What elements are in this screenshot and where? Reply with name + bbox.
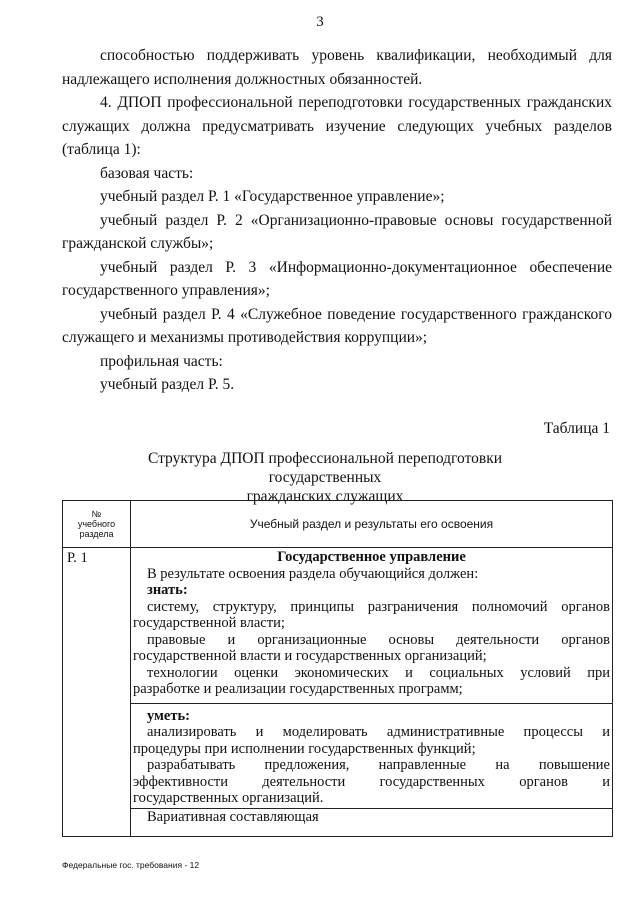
paragraph-line: надлежащего исполнения должностных обязанностей. [62, 70, 423, 88]
paragraph-line: 4. ДПОП профессиональной переподготовки государственных гражданских [100, 94, 612, 111]
paragraph-line: служащего и механизмы противодействия коррупции»; [62, 329, 428, 346]
header-num-line: № [91, 509, 102, 519]
can-line: государственных организаций. [133, 790, 324, 806]
section-intro: В результате освоения раздела обучающийся должен: [147, 565, 479, 582]
know-line: государственной власти; [133, 615, 285, 631]
know-line: систему, структуру, принципы разграничения полномочий органов [147, 598, 610, 615]
paragraph-line: служащих должна предусматривать изучение следующих учебных разделов [62, 117, 612, 135]
table-title-line: гражданских служащих [246, 488, 404, 505]
table-title-line: Структура ДПОП профессиональной переподготовки государственных [147, 450, 503, 486]
can-line: эффективности деятельности государственных органов и [133, 773, 610, 790]
variative-component: Вариативная составляющая [131, 808, 612, 824]
section-code: Р. 1 [63, 548, 131, 837]
can-line: процедуры при исполнении государственных функций; [133, 740, 476, 757]
table-header-row [63, 501, 613, 548]
paragraph-line: учебный раздел Р. 5. [100, 376, 235, 393]
table-row [63, 548, 613, 837]
header-section-number [63, 501, 131, 548]
paragraph-line: (таблица 1): [62, 141, 141, 158]
body-text [62, 44, 612, 397]
can-line: разрабатывать предложения, направленные на повышение [147, 757, 610, 773]
structure-table [62, 500, 613, 837]
section-title: Государственное управление [277, 549, 466, 565]
know-line: правовые и организационные основы деятельности органов [147, 631, 610, 648]
know-line: государственной власти и государственных организаций; [133, 648, 487, 664]
can-line: анализировать и моделировать административные процессы и [147, 724, 610, 740]
paragraph-line: государственного управления»; [62, 282, 270, 299]
paragraph-line: базовая часть: [100, 164, 194, 182]
paragraph-line: учебный раздел Р. 1 «Государственное управление»; [100, 188, 445, 205]
footer-note: Федеральные гос. требования - 12 [62, 860, 200, 870]
header-num-line: раздела [79, 529, 114, 539]
table-label: Таблица 1 [543, 420, 610, 437]
paragraph-line: учебный раздел Р. 2 «Организационно-правовые основы государственной [100, 211, 612, 229]
table-title [90, 449, 560, 506]
know-line: технологии оценки экономических и социальных условий при [147, 664, 610, 681]
know-line: разработке и реализации государственных программ; [133, 681, 463, 697]
header-num-line: учебного [77, 519, 116, 529]
paragraph-line: профильная часть: [100, 352, 223, 370]
page-number: 3 [316, 14, 324, 30]
know-label: знать: [147, 582, 188, 598]
paragraph-line: учебный раздел Р. 3 «Информационно-документационное обеспечение [100, 258, 612, 276]
header-section-title: Учебный раздел и результаты его освоения [131, 501, 613, 548]
paragraph-line: учебный раздел Р. 4 «Служебное поведение государственного гражданского [100, 305, 612, 323]
can-label: уметь: [147, 707, 190, 724]
paragraph-line: способностью поддерживать уровень квалификации, необходимый для [100, 47, 612, 64]
section-content [131, 548, 613, 837]
paragraph-line: гражданской службы»; [62, 235, 214, 252]
